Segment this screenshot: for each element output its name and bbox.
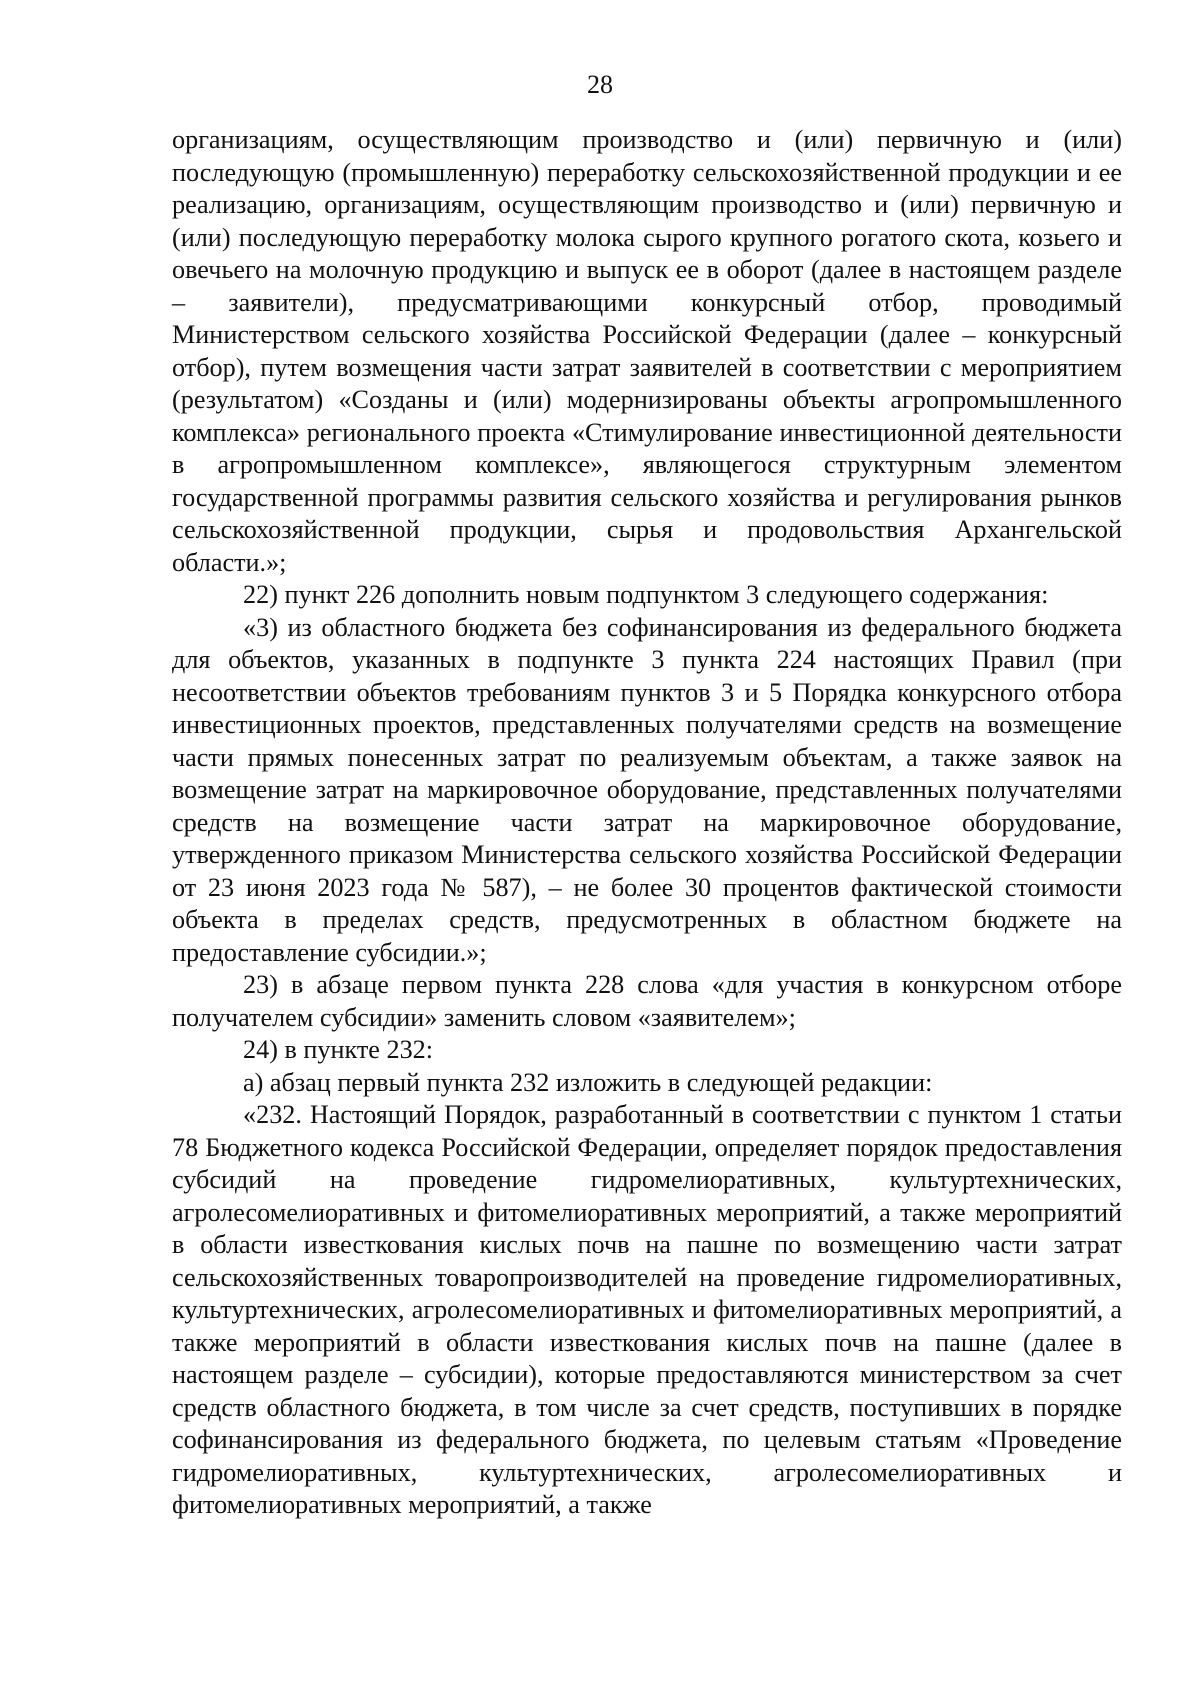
paragraph-item-23: 23) в абзаце первом пункта 228 слова «для участия в конкурсном отборе получателем субсидии» заменить словом «заявителем»;	[172, 970, 1122, 1032]
paragraph-subitem-3-quote: «3) из областного бюджета без софинансирования из федерального бюджета для объектов, указанных в подпункте 3 пункта 224 настоящих Правил (при несоответствии объектов требованиям пунктов 3 и 5 Порядка конкурсного отбора инвестиционных проектов, представленных получателями средств на возмещение части прямых понесенных затрат по реализуемым объектам, а также заявок на возмещение затрат на маркировочное оборудование, представленных получателями средств на возмещение части затрат на маркировочное оборудование, утвержденного приказом Министерства сельского хозяйства Российской Федерации от 23 июня 2023 года № 587), – не более 30 процентов фактической стоимости объекта в пределах средств, предусмотренных в областном бюджете на предоставление субсидии.»;	[172, 612, 1122, 967]
paragraph-item-22: 22) пункт 226 дополнить новым подпунктом 3 следующего содержания:	[243, 580, 1049, 609]
paragraph-item-232-quote: «232. Настоящий Порядок, разработанный в соответствии с пунктом 1 статьи 78 Бюджетного кодекса Российской Федерации, определяет порядок предоставления субсидий на проведение гидромелиоративных, культуртехнических, агролесомелиоративных и фитомелиоративных мероприятий, а также мероприятий в области известкования кислых почв на пашне по возмещению части затрат сельскохозяйственных товаропроизводителей на проведение гидромелиоративных, культуртехнических, агролесомелиоративных и фитомелиоративных мероприятий, а также мероприятий в области известкования кислых почв на пашне (далее в настоящем разделе – субсидии), которые предоставляются министерством за счет средств областного бюджета, в том числе за счет средств, поступивших в порядке софинансирования из федерального бюджета, по целевым статьям «Проведение гидромелиоративных, культуртехнических, агролесомелиоративных и фитомелиоративных мероприятий, а также	[172, 1100, 1122, 1519]
paragraph-continuation: организациям, осуществляющим производство и (или) первичную и (или) последующую (промышленную) переработку сельскохозяйственной продукции и ее реализацию, организациям, осуществляющим производство и (или) первичную и (или) последующую переработку молока сырого крупного рогатого скота, козьего и овечьего на молочную продукцию и выпуск ее в оборот (далее в настоящем разделе – заявители), предусматривающими конкурсный отбор, проводимый Министерством сельского хозяйства Российской Федерации (далее – конкурсный отбор), путем возмещения части затрат заявителей в соответствии с мероприятием (результатом) «Созданы и (или) модернизированы объекты агропромышленного комплекса» регионального проекта «Стимулирование инвестиционной деятельности в агропромышленном комплексе», являющегося структурным элементом государственной программы развития сельского хозяйства и регулирования рынков сельскохозяйственной продукции, сырья и продовольствия Архангельской области.»;	[172, 125, 1122, 577]
document-body	[172, 124, 1122, 1522]
paragraph-subitem-a: а) абзац первый пункта 232 изложить в следующей редакции:	[243, 1067, 933, 1097]
page-number: 28	[587, 70, 613, 99]
paragraph-item-24: 24) в пункте 232:	[243, 1035, 434, 1064]
